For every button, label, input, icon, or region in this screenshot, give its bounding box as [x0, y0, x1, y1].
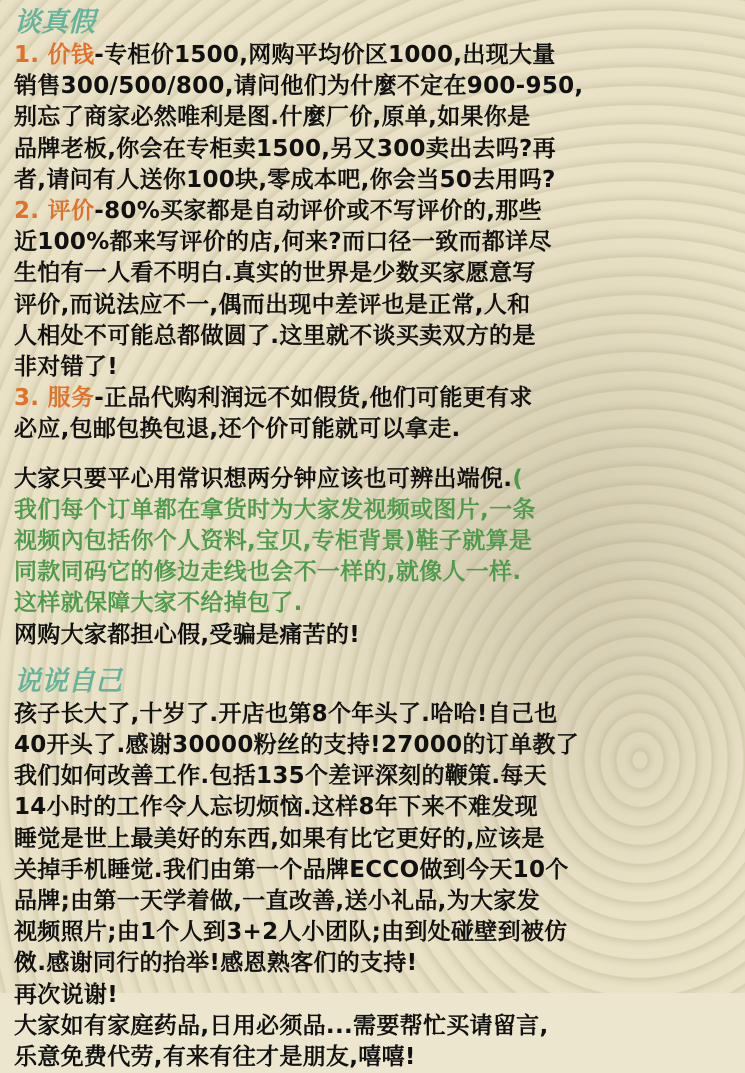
text-line: 评价,而说法应不一,偶而出现中差评也是正常,人和: [14, 291, 531, 318]
text-line: 生怕有一人看不明白.真实的世界是少数买家愿意写: [14, 260, 536, 287]
point-number: 2.: [14, 198, 40, 225]
point-price: [14, 40, 733, 196]
point-price-line-1: [14, 40, 733, 71]
text-line: 近100%都来写评价的店,何来?而口径一致而都详尽: [14, 229, 552, 256]
point-number: 1.: [14, 42, 40, 68]
text-line: 40开头了.感谢30000粉丝的支持!27000的订单教了: [14, 732, 579, 759]
spacer: [14, 651, 733, 665]
text-line: 必应,包邮包换包退,还个价可能就可以拿走.: [14, 416, 461, 443]
text-line: 关掉手机睡觉.我们由第一个品牌ECCO做到今天10个: [14, 856, 569, 883]
summary-text: 大家只要平心用常识想两分钟应该也可辨出端倪.: [14, 465, 513, 492]
point-label: 价钱: [47, 42, 95, 68]
text-line: 视频照片;由1个人到3+2人小团队;由到处碰壁到被仿: [14, 919, 568, 946]
text-line: 14小时的工作令人忘切烦恼.这样8年下来不难发现: [14, 794, 538, 821]
text-line: 品牌老板,你会在专柜卖1500,另又300卖出去吗?再: [14, 135, 556, 162]
open-paren: (: [512, 465, 524, 492]
text-line: 者,请问有人送你100块,零成本吧,你会当50去用吗?: [14, 166, 556, 193]
text-line: 再次说谢!: [14, 981, 118, 1008]
text-line: 傚.感谢同行的抬举!感恩熟客们的支持!: [14, 950, 418, 977]
text-line: 品牌;由第一天学着做,一直改善,送小礼品,为大家发: [14, 888, 540, 915]
spacer: [14, 446, 733, 464]
text-line: -正品代购利润远不如假货,他们可能更有求: [94, 385, 533, 412]
text-line: -专柜价1500,网购平均价区1000,出现大量: [94, 42, 556, 68]
point-label: 评价: [47, 198, 95, 225]
section-title-authenticity: 谈真假: [14, 7, 95, 38]
text-line: 大家如有家庭药品,日用必须品...需要帮忙买请留言,: [14, 1012, 549, 1039]
point-service-line-1: [14, 383, 733, 414]
point-number: 3.: [14, 385, 40, 412]
green-text-line: 视频內包括你个人资料,宝贝,专柜背景)鞋子就算是: [14, 528, 533, 555]
point-service: [14, 383, 733, 445]
point-reviews: [14, 196, 733, 383]
summary-line-1: [14, 464, 733, 495]
text-line: 乐意免费代劳,有来有往才是朋友,嘻嘻!: [14, 1044, 416, 1071]
text-line: 孩子长大了,十岁了.开店也第8个年头了.哈哈!自己也: [14, 700, 558, 727]
text-line: 别忘了商家必然唯利是图.什麼厂价,原单,如果你是: [14, 104, 531, 131]
summary-paragraph: [14, 464, 733, 651]
point-reviews-line-1: [14, 196, 733, 227]
about-paragraph: [14, 699, 733, 1073]
text-line: 我们如何改善工作.包括135个差评深刻的鞭策.每天: [14, 763, 547, 790]
text-line: 人相处不可能总都做圆了.这里就不谈买卖双方的是: [14, 322, 536, 349]
section-title-about-us: 说说自己: [14, 665, 122, 697]
text-line: 非对错了!: [14, 354, 118, 381]
text-line: -80%买家都是自动评价或不写评价的,那些: [94, 198, 542, 225]
point-label: 服务: [47, 385, 95, 412]
green-text-line: 这样就保障大家不给掉包了.: [14, 590, 303, 617]
text-line: 睡觉是世上最美好的东西,如果有比它更好的,应该是: [14, 825, 545, 852]
closing-line: 网购大家都担心假,受骗是痛苦的!: [14, 621, 361, 648]
green-text-line: 同款同码它的修边走线也会不一样的,就像人一样.: [14, 559, 522, 586]
text-line: 销售300/500/800,请问他们为什麼不定在900-950,: [14, 73, 584, 100]
green-text-line: 我们每个订单都在拿货时为大家发视频或图片,一条: [14, 496, 536, 523]
